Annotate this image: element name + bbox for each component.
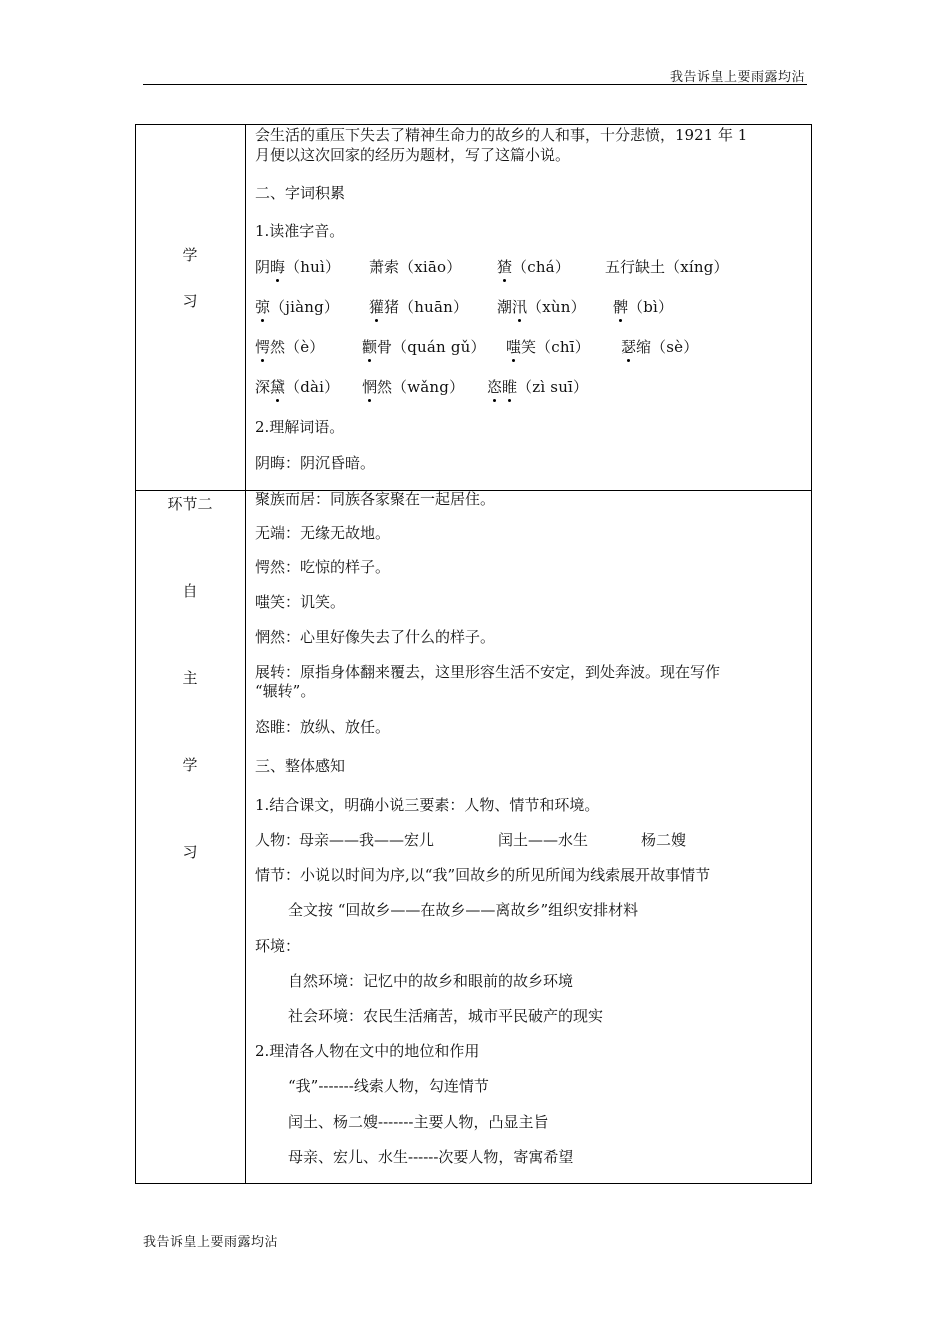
def-eran: 愕然：吃惊的样子。 bbox=[255, 558, 391, 576]
vocab-sesuo: 瑟缩（sè） bbox=[621, 338, 699, 356]
characters-line bbox=[255, 831, 795, 851]
side-label-zhu: 主 bbox=[182, 669, 198, 687]
plot-structure: 全文按 “回故乡——在故乡——离故乡”组织安排材料 bbox=[288, 901, 639, 919]
vocab-quangu: 颧骨（quán gǔ） bbox=[362, 338, 486, 356]
heading-overall: 三、整体感知 bbox=[255, 757, 346, 775]
header-text: 我告诉皇上要雨露均沾 bbox=[669, 70, 805, 85]
item-understand-words: 2.理解词语。 bbox=[255, 418, 345, 436]
def-wuduan: 无端：无缘无故地。 bbox=[255, 524, 391, 542]
role-secondary: 母亲、宏儿、水生------次要人物，寄寓希望 bbox=[288, 1148, 574, 1166]
pronunciation-row-1 bbox=[255, 258, 795, 278]
side-label-xi-2: 习 bbox=[182, 843, 198, 861]
intro-line-1: 会生活的重压下失去了精神生命力的故乡的人和事，十分悲愤，1921 年 1 bbox=[255, 126, 748, 144]
env-society: 社会环境：农民生活痛苦，城市平民破产的现实 bbox=[288, 1007, 604, 1025]
side-label-huanjie-er: 环节二 bbox=[167, 495, 213, 513]
environment-label: 环境： bbox=[255, 937, 301, 955]
vocab-bi: 髀（bì） bbox=[613, 298, 674, 316]
characters-group-2: 闰土——水生 bbox=[498, 831, 589, 849]
def-yinhui: 阴晦：阴沉昏暗。 bbox=[255, 454, 376, 472]
header-rule bbox=[143, 84, 807, 85]
side-label-xue-2: 学 bbox=[182, 756, 198, 774]
vocab-wangran: 惘然（wǎng） bbox=[362, 378, 465, 396]
vocab-xiaosuo: 萧索（xiāo） bbox=[369, 258, 462, 276]
vocab-eran: 愕然（è） bbox=[255, 338, 325, 356]
characters-group-3: 杨二嫂 bbox=[641, 831, 687, 849]
item-character-roles: 2.理清各人物在文中的地位和作用 bbox=[255, 1042, 480, 1060]
vocab-chaoxun: 潮汛（xùn） bbox=[497, 298, 586, 316]
vocab-yinhui: 阴晦（huì） bbox=[255, 258, 341, 276]
side-label-xue: 学 bbox=[182, 246, 198, 264]
def-chixiao: 嗤笑：讥笑。 bbox=[255, 593, 346, 611]
side-label-zi: 自 bbox=[182, 582, 198, 600]
pronunciation-row-2 bbox=[255, 298, 795, 318]
footer-text: 我告诉皇上要雨露均沾 bbox=[143, 1235, 279, 1250]
characters-label: 人物： bbox=[255, 831, 301, 849]
pronunciation-row-4 bbox=[255, 378, 795, 398]
vocab-zisui: 恣睢（zì suī） bbox=[487, 378, 589, 396]
intro-line-2: 月便以这次回家的经历为题材，写了这篇小说。 bbox=[255, 146, 571, 164]
pronunciation-row-3 bbox=[255, 338, 795, 358]
characters-group-1: 母亲——我——宏儿 bbox=[299, 831, 435, 849]
role-wo: “我”-------线索人物，勾连情节 bbox=[288, 1077, 489, 1095]
vocab-huanzhu: 獾猪（huān） bbox=[369, 298, 469, 316]
def-wangran: 惘然：心里好像失去了什么的样子。 bbox=[255, 628, 496, 646]
vocab-jiang: 弶（jiàng） bbox=[255, 298, 340, 316]
role-main: 闰土、杨二嫂-------主要人物，凸显主旨 bbox=[288, 1113, 549, 1131]
env-nature: 自然环境：记忆中的故乡和眼前的故乡环境 bbox=[288, 972, 574, 990]
item-three-elements: 1.结合课文，明确小说三要素：人物、情节和环境。 bbox=[255, 796, 600, 814]
vocab-chixiao: 嗤笑（chī） bbox=[506, 338, 590, 356]
plot-line: 情节：小说以时间为序,以“我”回故乡的所见所闻为线索展开故事情节 bbox=[255, 866, 711, 884]
vocab-shendai: 深黛（dài） bbox=[255, 378, 340, 396]
heading-vocabulary: 二、字词积累 bbox=[255, 184, 346, 202]
def-zhanzhuan-line-1: 展转：原指身体翻来覆去，这里形容生活不安定，到处奔波。现在写作 bbox=[255, 663, 721, 681]
def-zisui: 恣睢：放纵、放任。 bbox=[255, 718, 391, 736]
vocab-cha: 猹（chá） bbox=[497, 258, 571, 276]
def-juzuerju: 聚族而居：同族各家聚在一起居住。 bbox=[255, 490, 496, 508]
side-label-xi: 习 bbox=[182, 292, 198, 310]
item-read-pronunciation: 1.读准字音。 bbox=[255, 222, 345, 240]
vocab-wuxingquetu: 五行缺土（xíng） bbox=[605, 258, 729, 276]
def-zhanzhuan-line-2: “辗转”。 bbox=[255, 682, 316, 700]
